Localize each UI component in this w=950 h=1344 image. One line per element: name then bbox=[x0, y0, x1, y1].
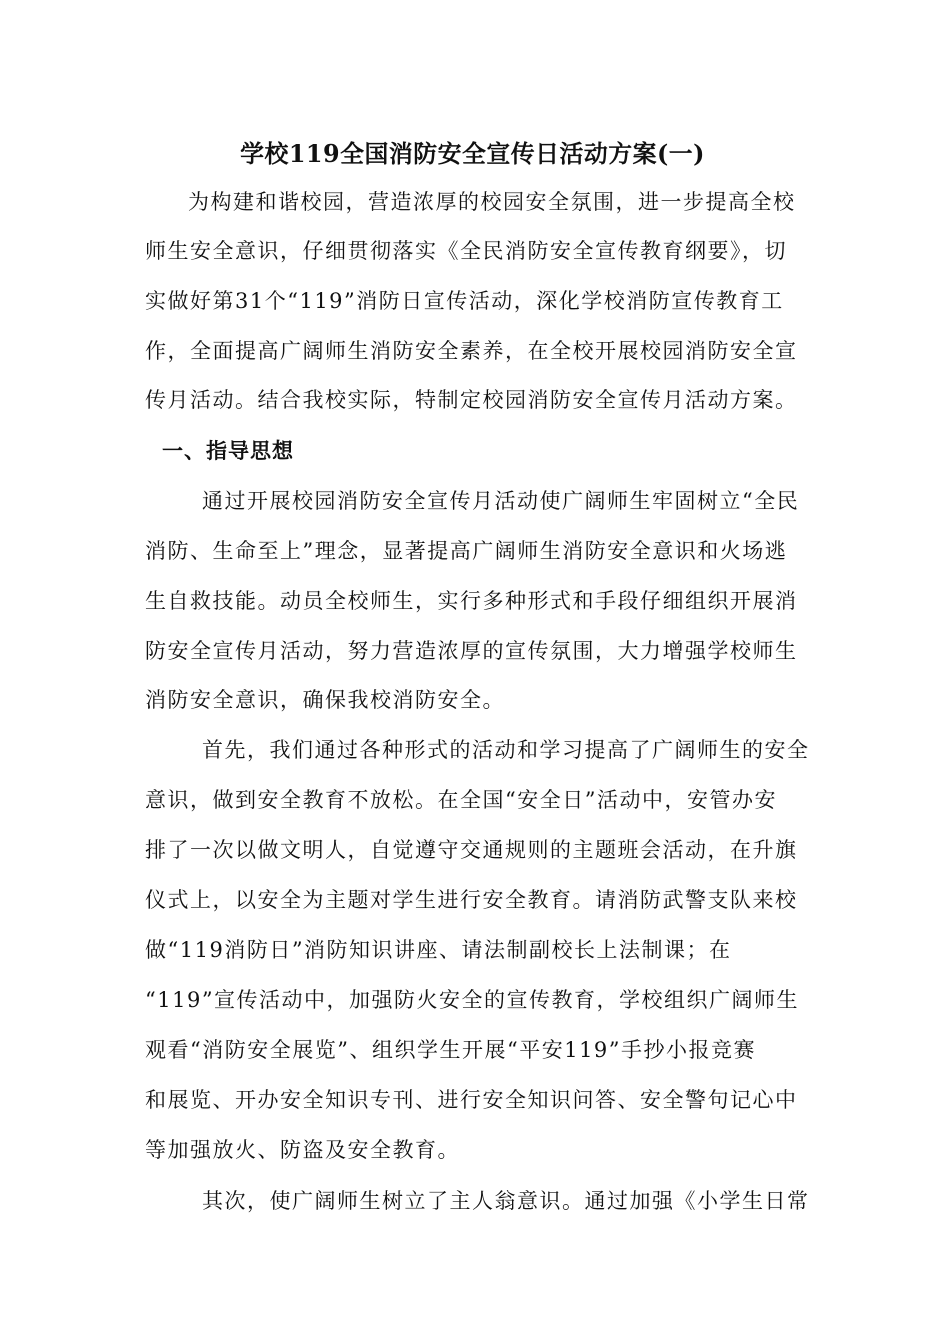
paragraph-line: 通过开展校园消防安全宣传月活动使广阔师生牢固树立“全民 bbox=[202, 489, 800, 513]
paragraph-line: 仪式上，以安全为主题对学生进行安全教育。请消防武警支队来校 bbox=[145, 888, 798, 912]
paragraph-line: 消防安全意识，确保我校消防安全。 bbox=[145, 688, 505, 712]
paragraph-line: 等加强放火、防盗及安全教育。 bbox=[145, 1138, 460, 1162]
paragraph-line: 观看“消防安全展览”、组织学生开展“平安119”手抄小报竞赛 bbox=[145, 1038, 757, 1062]
paragraph-line: 传月活动。结合我校实际，特制定校园消防安全宣传月活动方案。 bbox=[145, 388, 798, 412]
paragraph-line: 防安全宣传月活动，努力营造浓厚的宣传氛围，大力增强学校师生 bbox=[145, 639, 798, 663]
paragraph-line: 消防、生命至上”理念，显著提高广阔师生消防安全意识和火场逃 bbox=[145, 539, 788, 563]
section-heading: 一、指导思想 bbox=[162, 438, 294, 463]
paragraph-line: 生自救技能。动员全校师生，实行多种形式和手段仔细组织开展消 bbox=[145, 589, 798, 613]
paragraph-line: 师生安全意识，仔细贯彻落实《全民消防安全宣传教育纲要》，切 bbox=[145, 239, 787, 263]
paragraph-line: 首先，我们通过各种形式的活动和学习提高了广阔师生的安全 bbox=[202, 738, 810, 762]
paragraph-line: “119”宣传活动中，加强防火安全的宣传教育，学校组织广阔师生 bbox=[145, 988, 800, 1012]
paragraph-line: 和展览、开办安全知识专刊、进行安全知识问答、安全警句记心中 bbox=[145, 1088, 798, 1112]
paragraph-line: 其次，使广阔师生树立了主人翁意识。通过加强《小学生日常 bbox=[202, 1189, 810, 1213]
paragraph-line: 做“119消防日”消防知识讲座、请法制副校长上法制课；在 bbox=[145, 938, 732, 962]
paragraph-line: 排了一次以做文明人，自觉遵守交通规则的主题班会活动，在升旗 bbox=[145, 838, 798, 862]
paragraph-line: 作，全面提高广阔师生消防安全素养，在全校开展校园消防安全宣 bbox=[145, 339, 798, 363]
document-title: 学校119全国消防安全宣传日活动方案(一) bbox=[240, 139, 705, 168]
paragraph-line: 实做好第31个“119”消防日宣传活动，深化学校消防宣传教育工 bbox=[145, 289, 784, 313]
paragraph-line: 为构建和谐校园，营造浓厚的校园安全氛围，进一步提高全校 bbox=[188, 190, 796, 214]
paragraph-line: 意识，做到安全教育不放松。在全国“安全日”活动中，安管办安 bbox=[145, 788, 777, 812]
